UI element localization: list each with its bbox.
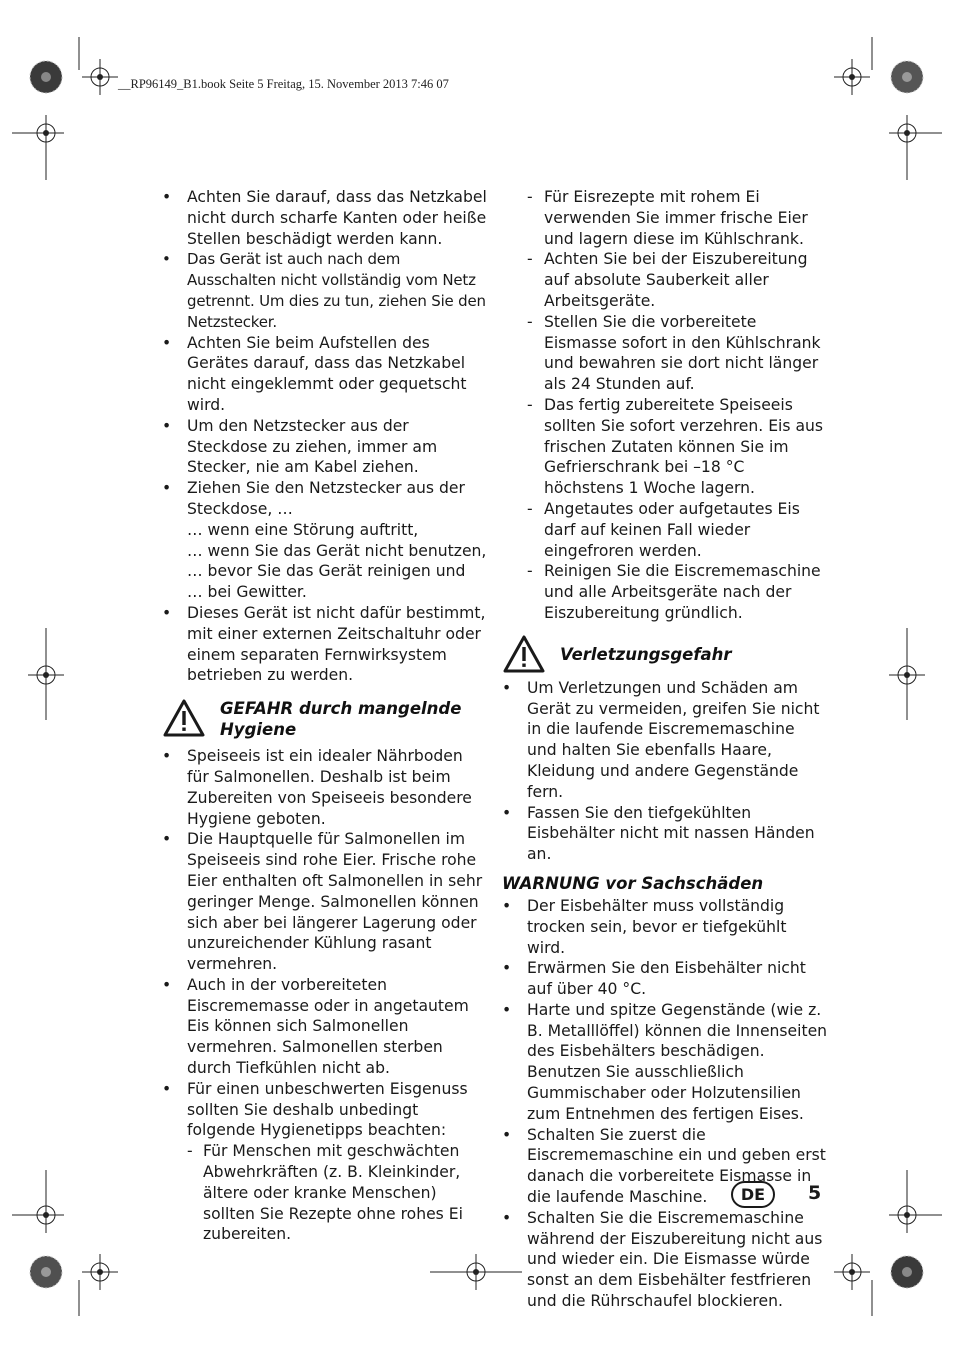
right-column <box>502 187 828 1312</box>
page-number: 5 <box>808 1182 822 1204</box>
warning-triangle-icon <box>502 634 546 674</box>
unplug-intro: • Ziehen Sie den Netzstecker aus der Steckdose, … <box>187 479 465 518</box>
list-item: • Achten Sie darauf, dass das Netzkabel nicht durch scharfe Kanten oder heiße Stellen beschädigt werden kann. <box>162 187 488 249</box>
unplug-case: … bevor Sie das Gerät reinigen und <box>187 562 466 581</box>
warning-triangle-icon <box>162 698 206 738</box>
list-item: • Dieses Gerät ist nicht dafür bestimmt, mit einer externen Zeitschaltuhr oder einem separaten Fernwirksystem betrieben zu werden. <box>162 603 488 686</box>
list-item: • Fassen Sie den tiefgekühlten Eisbehälter nicht mit nassen Händen an. <box>502 803 828 865</box>
list-item-hygiene-tips <box>162 1079 488 1245</box>
tip-item: - Achten Sie bei der Eiszubereitung auf absolute Sauberkeit aller Arbeitsgeräte. <box>527 249 828 311</box>
language-badge: DE <box>731 1181 775 1208</box>
list-item: • Um Verletzungen und Schäden am Gerät zu vermeiden, greifen Sie nicht in die laufende Eiscrememaschine und halten Sie ebenfalls Haare, Kleidung und andere Gegenstände fern. <box>502 678 828 803</box>
safety-list <box>162 187 488 686</box>
list-item: • Speiseeis ist ein idealer Nährboden für Salmonellen. Deshalb ist beim Zubereiten von Speiseeis besondere Hygiene geboten. <box>162 746 488 829</box>
list-item: • Schalten Sie zuerst die Eiscrememaschine ein und geben erst danach die vorbereitete Eismasse in die laufende Maschine. <box>502 1125 828 1208</box>
hygiene-tips-continued <box>527 187 828 624</box>
list-item: • Harte und spitze Gegenstände (wie z. B. Metalllöffel) können die Innenseiten des Eisbehälters beschädigen. Benutzen Sie ausschließlich Gummischaber oder Holzutensilien zum Entnehmen des fertigen Eises. <box>502 1000 828 1125</box>
unplug-case: … wenn Sie das Gerät nicht benutzen, <box>187 541 487 560</box>
print-file-info: __RP96149_B1.book Seite 5 Freitag, 15. November 2013 7:46 07 <box>118 77 449 91</box>
list-item: • Um den Netzstecker aus der Steckdose zu ziehen, immer am Stecker, nie am Kabel ziehen. <box>162 416 488 478</box>
damage-heading: WARNUNG vor Sachschäden <box>502 873 764 893</box>
tip-item: - Angetautes oder aufgetautes Eis darf auf keinen Fall wieder eingefroren werden. <box>527 499 828 561</box>
hygiene-list <box>162 746 488 1245</box>
hygiene-tips-intro: Für einen unbeschwerten Eisgenuss sollten Sie deshalb unbedingt folgende Hygienetipps beachten: <box>187 1079 468 1140</box>
left-column <box>162 187 488 1245</box>
list-item: • Auch in der vorbereiteten Eiscrememasse oder in angetautem Eis können sich Salmonellen vermehren. Salmonellen sterben durch Tiefkühlen nicht ab. <box>162 975 488 1079</box>
tip-item: - Für Eisrezepte mit rohem Ei verwenden Sie immer frische Eier und lagern diese im Kühlschrank. <box>527 187 828 249</box>
list-item-unplug <box>162 478 488 603</box>
list-item: • Der Eisbehälter muss vollständig trocken sein, bevor er tiefgekühlt wird. <box>502 896 828 958</box>
list-item: • Das Gerät ist auch nach dem Ausschalten nicht vollständig vom Netz getrennt. Um dies zu tun, ziehen Sie den Netzstecker. <box>162 249 488 332</box>
injury-warning <box>502 634 828 674</box>
damage-list <box>502 896 828 1312</box>
hygiene-heading: GEFAHR durch mangelnde Hygiene <box>220 699 462 740</box>
injury-heading: Verletzungsgefahr <box>560 644 732 664</box>
hygiene-warning <box>162 698 488 742</box>
list-item: • Erwärmen Sie den Eisbehälter nicht auf über 40 °C. <box>502 958 828 1000</box>
unplug-case: … bei Gewitter. <box>187 583 307 602</box>
injury-list <box>502 678 828 865</box>
tip-item: - Für Menschen mit geschwächten Abwehrkräften (z. B. Kleinkinder, ältere oder kranke Menschen) sollten Sie Rezepte ohne rohes Ei zubereiten. <box>187 1141 488 1245</box>
tip-item: - Das fertig zubereitete Speiseeis sollten Sie sofort verzehren. Eis aus frischen Zutaten können Sie im Gefrierschrank bei –18 °C höchstens 1 Woche lagern. <box>527 395 828 499</box>
list-item: • Schalten Sie die Eiscrememaschine während der Eiszubereitung nicht aus und wieder ein. Die Eismasse würde sonst an dem Eisbehälter festfrieren und die Rührschaufel blockieren. <box>502 1208 828 1312</box>
list-item: • Die Hauptquelle für Salmonellen im Speiseeis sind rohe Eier. Frische rohe Eier enthalten oft Salmonellen in sehr geringer Menge. Salmonellen können sich aber bei längerer Lagerung oder unzureichender Kühlung rasant vermehren. <box>162 829 488 975</box>
hygiene-tips-list <box>187 1141 488 1245</box>
tip-item: - Stellen Sie die vorbereitete Eismasse sofort in den Kühlschrank und bewahren sie dort nicht länger als 24 Stunden auf. <box>527 312 828 395</box>
unplug-case: … wenn eine Störung auftritt, <box>187 520 419 539</box>
list-item: • Achten Sie beim Aufstellen des Gerätes darauf, dass das Netzkabel nicht eingeklemmt oder gequetscht wird. <box>162 333 488 416</box>
tip-item: - Reinigen Sie die Eiscrememaschine und alle Arbeitsgeräte nach der Eiszubereitung gründlich. <box>527 561 828 623</box>
